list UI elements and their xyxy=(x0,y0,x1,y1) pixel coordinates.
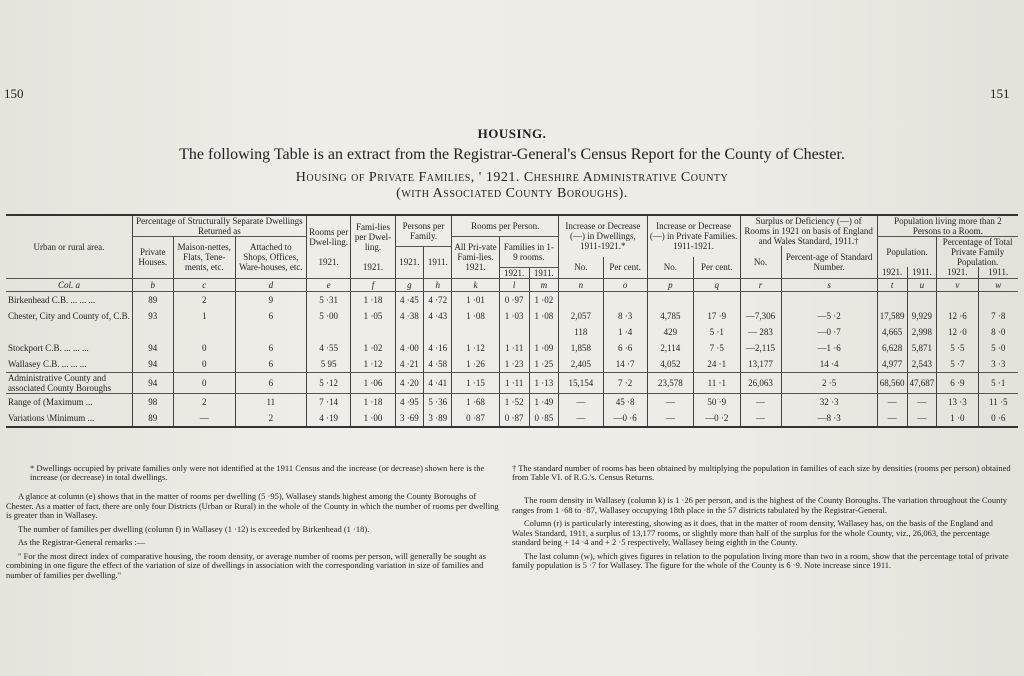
header-attached: Attached to Shops, Offices, Ware-houses, etc. xyxy=(235,237,306,279)
column-letter: g xyxy=(395,278,424,291)
cell-s: 32 ·3 xyxy=(781,393,877,410)
column-letter: k xyxy=(452,278,499,291)
cell-o: 8 ·3 xyxy=(603,308,647,324)
column-letter: m xyxy=(529,278,559,291)
cell-r: —2,115 xyxy=(740,340,781,356)
column-letter: u xyxy=(907,278,937,291)
cell-n: 1,858 xyxy=(559,340,604,356)
cell-u: 9,929 xyxy=(907,308,937,324)
cell-m: 1 ·13 xyxy=(529,372,559,393)
row-area: Wallasey C.B. ... ... ... xyxy=(8,358,87,369)
cell-o: 7 ·2 xyxy=(603,372,647,393)
cell-b: 98 xyxy=(132,393,173,410)
cell-c: — xyxy=(173,410,235,427)
cell-q: 11 ·1 xyxy=(694,372,740,393)
column-letter: l xyxy=(499,278,529,291)
cell-q xyxy=(694,291,740,308)
cell-g: 3 ·69 xyxy=(395,410,424,427)
cell-d: 6 xyxy=(235,356,306,373)
cell-q: 24 ·1 xyxy=(694,356,740,373)
cell-k: 1 ·08 xyxy=(452,308,499,324)
cell-f: 1 ·18 xyxy=(351,291,395,308)
cell-n xyxy=(559,291,604,308)
header-pct-std: Percent-age of Standard Number. xyxy=(781,246,877,278)
cell-v xyxy=(937,291,978,308)
cell-e: 4 ·19 xyxy=(306,410,350,427)
header-population: Population. xyxy=(877,237,937,268)
cell-o: 14 ·7 xyxy=(603,356,647,373)
row-area: Chester, City and County of, C.B. xyxy=(8,310,130,321)
cell-s: —8 ·3 xyxy=(781,410,877,427)
column-letter: Col. a xyxy=(6,278,132,291)
cell-v: 12 ·0 xyxy=(937,324,978,340)
row-area: Administrative County and associated County Boroughs xyxy=(6,372,132,393)
housing-table xyxy=(6,214,1018,428)
cell-d: 6 xyxy=(235,340,306,356)
cell-k: 0 ·87 xyxy=(452,410,499,427)
intro-text: The following Table is an extract from the Registrar-General's Census Report for the County of Chester. xyxy=(179,146,845,163)
cell-t: 4,977 xyxy=(877,356,907,373)
header-incdw-no: No. xyxy=(559,257,604,279)
cell-s: 2 ·5 xyxy=(781,372,877,393)
cell-t: 6,628 xyxy=(877,340,907,356)
cell-g: 4 ·00 xyxy=(395,340,424,356)
column-letter: n xyxy=(559,278,604,291)
row-area: Birkenhead C.B. ... ... ... xyxy=(8,294,96,305)
cell-h: 5 ·36 xyxy=(424,393,452,410)
cell-w: 5 ·1 xyxy=(978,372,1018,393)
cell-l: 0 ·87 xyxy=(499,410,529,427)
cell-g xyxy=(395,324,424,340)
column-letter: c xyxy=(173,278,235,291)
cell-h: 4 ·16 xyxy=(424,340,452,356)
cell-p: — xyxy=(647,410,693,427)
column-letter: t xyxy=(877,278,907,291)
cell-o: 45 ·8 xyxy=(603,393,647,410)
cell-d: 9 xyxy=(235,291,306,308)
column-letter: q xyxy=(694,278,740,291)
cell-f: 1 ·18 xyxy=(351,393,395,410)
header-ppf-1911: 1911. xyxy=(424,246,452,278)
header-ppf: Persons per Family. xyxy=(395,215,452,246)
header-surplus-no: No. xyxy=(740,246,781,278)
cell-d xyxy=(235,324,306,340)
cell-n: — xyxy=(559,393,604,410)
cell-r: — xyxy=(740,410,781,427)
cell-q: 50 ·9 xyxy=(694,393,740,410)
cell-e: 7 ·14 xyxy=(306,393,350,410)
column-letter: w xyxy=(978,278,1018,291)
cell-s: —0 ·7 xyxy=(781,324,877,340)
cell-r: 26,063 xyxy=(740,372,781,393)
cell-r: 13,177 xyxy=(740,356,781,373)
column-letter: b xyxy=(132,278,173,291)
cell-s: —5 ·2 xyxy=(781,308,877,324)
cell-h: 3 ·89 xyxy=(424,410,452,427)
note-paragraph: " For the most direct index of comparative housing, the room density, or average number of rooms per person, will generally be sought as combining in one figure the effect of the variation of size of dwellings in association with the corresponding variation in size of families and number of families per dwelling." xyxy=(6,550,486,580)
cell-c: 0 xyxy=(173,356,235,373)
cell-p: 4,052 xyxy=(647,356,693,373)
header-private: Private Houses. xyxy=(132,237,173,279)
table-row xyxy=(6,291,1018,308)
cell-v: 12 ·6 xyxy=(937,308,978,324)
cell-k: 1 ·12 xyxy=(452,340,499,356)
row-area: Stockport C.B. ... ... ... xyxy=(8,342,89,353)
table-row xyxy=(6,372,1018,393)
cell-o: 6 ·6 xyxy=(603,340,647,356)
table-subtitle: (with Associated County Boroughs). xyxy=(396,186,628,201)
column-letter: h xyxy=(424,278,452,291)
cell-n: 2,405 xyxy=(559,356,604,373)
row-area xyxy=(6,324,132,340)
cell-k: 1 ·01 xyxy=(452,291,499,308)
cell-m: 1 ·25 xyxy=(529,356,559,373)
cell-o: —0 ·6 xyxy=(603,410,647,427)
left-commentary xyxy=(6,492,500,584)
cell-m: 1 ·02 xyxy=(529,291,559,308)
cell-h: 4 ·41 xyxy=(424,372,452,393)
cell-w: 0 ·6 xyxy=(978,410,1018,427)
cell-p: 4,785 xyxy=(647,308,693,324)
column-letter: p xyxy=(647,278,693,291)
cell-n: — xyxy=(559,410,604,427)
cell-c: 0 xyxy=(173,372,235,393)
cell-v: 1 ·0 xyxy=(937,410,978,427)
header-area: Urban or rural area. xyxy=(6,215,132,278)
header-incfam-no: No. xyxy=(647,257,693,279)
cell-p: 23,578 xyxy=(647,372,693,393)
header-families: Fami-lies per Dwel-ling. 1921. xyxy=(351,215,395,278)
cell-f: 1 ·02 xyxy=(351,340,395,356)
cell-c: 2 xyxy=(173,393,235,410)
cell-v: 5 ·7 xyxy=(937,356,978,373)
cell-u: 5,871 xyxy=(907,340,937,356)
header-incdw-pct: Per cent. xyxy=(603,257,647,279)
cell-b xyxy=(132,324,173,340)
cell-f: 1 ·06 xyxy=(351,372,395,393)
note-paragraph: The last column (w), which gives figures in relation to the population living more than two in a room, show that the percentage total of private family population is 5 ·7 for Wallasey. The figure for the whole of the County is 6 ·9. Note increase since 1911. xyxy=(512,550,1009,570)
cell-r: —7,306 xyxy=(740,308,781,324)
cell-h: 4 ·43 xyxy=(424,308,452,324)
cell-u: 47,687 xyxy=(907,372,937,393)
cell-k: 1 ·15 xyxy=(452,372,499,393)
cell-f: 1 ·05 xyxy=(351,308,395,324)
row-area: Variations \Minimum ... xyxy=(6,410,132,427)
cell-v: 13 ·3 xyxy=(937,393,978,410)
cell-l: 1 ·11 xyxy=(499,340,529,356)
cell-b: 94 xyxy=(132,356,173,373)
table-row xyxy=(6,340,1018,356)
cell-n: 118 xyxy=(559,324,604,340)
cell-s: 14 ·4 xyxy=(781,356,877,373)
cell-d: 6 xyxy=(235,308,306,324)
header-allpf: All Pri-vate Fami-lies. 1921. xyxy=(452,237,499,279)
cell-c xyxy=(173,324,235,340)
cell-q: 17 ·9 xyxy=(694,308,740,324)
cell-t xyxy=(877,291,907,308)
cell-f xyxy=(351,324,395,340)
column-letter: f xyxy=(351,278,395,291)
cell-g: 4 ·38 xyxy=(395,308,424,324)
cell-v: 6 ·9 xyxy=(937,372,978,393)
table-row xyxy=(6,356,1018,373)
header-surplus: Surplus or Deficiency (—) of Rooms in 1921 on basis of England and Wales Standard, 1911.† xyxy=(740,215,877,246)
cell-w xyxy=(978,291,1018,308)
column-letters-row xyxy=(6,278,1018,291)
cell-h xyxy=(424,324,452,340)
column-letter: v xyxy=(937,278,978,291)
cell-e xyxy=(306,324,350,340)
header-pop-1911: 1911. xyxy=(907,267,937,278)
table-row xyxy=(6,308,1018,324)
note-paragraph: A glance at column (e) shows that in the matter of rooms per dwelling (5 ·95), Wallasey stands highest among the County Boroughs of Chester. As a matter of fact, there are only four Districts (Urban or Rural) in the whole of the County in which the number of rooms per dwelling is greater than in Wallasey. xyxy=(6,491,499,520)
cell-m: 1 ·09 xyxy=(529,340,559,356)
cell-d: 11 xyxy=(235,393,306,410)
cell-e: 5 95 xyxy=(306,356,350,373)
column-letter: o xyxy=(603,278,647,291)
cell-l: 0 ·97 xyxy=(499,291,529,308)
cell-v: 5 ·5 xyxy=(937,340,978,356)
cell-w: 5 ·0 xyxy=(978,340,1018,356)
cell-d: 2 xyxy=(235,410,306,427)
cell-q: —0 ·2 xyxy=(694,410,740,427)
column-letter: e xyxy=(306,278,350,291)
header-pop2: Population living more than 2 Persons to a Room. xyxy=(877,215,1018,237)
cell-f: 1 ·12 xyxy=(351,356,395,373)
cell-g: 4 ·45 xyxy=(395,291,424,308)
cell-h: 4 ·58 xyxy=(424,356,452,373)
cell-b: 94 xyxy=(132,372,173,393)
cell-t: — xyxy=(877,410,907,427)
column-letter: d xyxy=(235,278,306,291)
cell-s xyxy=(781,291,877,308)
cell-m: 1 ·49 xyxy=(529,393,559,410)
section-heading: HOUSING. xyxy=(477,126,547,141)
cell-p: 2,114 xyxy=(647,340,693,356)
header-incdw: Increase or Decrease (—) in Dwellings, 1911-1921.* xyxy=(559,215,648,257)
table-row xyxy=(6,410,1018,427)
footnote-dagger: † The standard number of rooms has been obtained by multiplying the population in families of each size by densities (rooms per person) obtained from Table VI. of R.G.'s. Census Returns. xyxy=(512,463,1011,482)
cell-e: 5 ·12 xyxy=(306,372,350,393)
cell-c: 0 xyxy=(173,340,235,356)
header-fam19-1911: 1911. xyxy=(529,267,559,278)
cell-l: 1 ·03 xyxy=(499,308,529,324)
cell-b: 93 xyxy=(132,308,173,324)
footnote-star: * Dwellings occupied by private families only were not identified at the 1911 Census and the increase (or decrease) shown here is the increase (or decrease) in total dwellings. xyxy=(30,463,485,482)
cell-l: 1 ·23 xyxy=(499,356,529,373)
cell-m xyxy=(529,324,559,340)
header-pctpop: Percentage of Total Private Family Population. xyxy=(937,237,1018,268)
header-incfam: Increase or Decrease (—) in Private Families. 1911-1921. xyxy=(647,215,740,257)
cell-u: 2,998 xyxy=(907,324,937,340)
header-rpp: Rooms per Person. xyxy=(452,215,559,237)
note-paragraph: Column (r) is particularly interesting, showing as it does, that in the matter of room density, Wallasey has, on the basis of the England and Wales Standard, 1911, a surplus of 13,177 rooms, or slightly more than half of the surplus for the whole County, viz., 26,063, the percentage standard being + 14 ·4 and + 2 ·5 respectively, Wallasey being eighth in the County. xyxy=(512,518,993,547)
note-paragraph: As the Registrar-General remarks :— xyxy=(18,537,146,547)
cell-d: 6 xyxy=(235,372,306,393)
cell-w: 3 ·3 xyxy=(978,356,1018,373)
header-fam19-1921: 1921. xyxy=(499,267,529,278)
cell-b: 89 xyxy=(132,410,173,427)
cell-l xyxy=(499,324,529,340)
cell-w: 7 ·8 xyxy=(978,308,1018,324)
cell-w: 8 ·0 xyxy=(978,324,1018,340)
cell-r: — 283 xyxy=(740,324,781,340)
cell-k: 1 ·26 xyxy=(452,356,499,373)
cell-n: 2,057 xyxy=(559,308,604,324)
cell-c: 2 xyxy=(173,291,235,308)
cell-t: — xyxy=(877,393,907,410)
column-letter: r xyxy=(740,278,781,291)
header-pop-1921: 1921. xyxy=(877,267,907,278)
cell-s: —1 ·6 xyxy=(781,340,877,356)
cell-u xyxy=(907,291,937,308)
cell-u: 2,543 xyxy=(907,356,937,373)
table-row xyxy=(6,393,1018,410)
cell-p xyxy=(647,291,693,308)
cell-c: 1 xyxy=(173,308,235,324)
header-fam19: Families in 1-9 rooms. xyxy=(499,237,558,268)
cell-g: 4 ·95 xyxy=(395,393,424,410)
column-letter: s xyxy=(781,278,877,291)
cell-g: 4 ·20 xyxy=(395,372,424,393)
cell-l: 1 ·11 xyxy=(499,372,529,393)
cell-b: 89 xyxy=(132,291,173,308)
cell-t: 4,665 xyxy=(877,324,907,340)
cell-m: 0 ·85 xyxy=(529,410,559,427)
page-number-left: 150 xyxy=(4,86,24,101)
header-ppf-1921: 1921. xyxy=(395,246,424,278)
cell-b: 94 xyxy=(132,340,173,356)
cell-g: 4 ·21 xyxy=(395,356,424,373)
header-maison: Maison-nettes, Flats, Tene-ments, etc. xyxy=(173,237,235,279)
cell-u: — xyxy=(907,393,937,410)
cell-n: 15,154 xyxy=(559,372,604,393)
cell-q: 5 ·1 xyxy=(694,324,740,340)
header-pctpop-1921: 1921. xyxy=(937,267,978,278)
note-paragraph: The number of families per dwelling (column f) in Wallasey (1 ·12) is exceeded by Birkenhead (1 ·18). xyxy=(18,523,370,534)
cell-e: 5 ·00 xyxy=(306,308,350,324)
table-title: Housing of Private Families, ' 1921. Cheshire Administrative County xyxy=(295,170,729,185)
cell-e: 4 ·55 xyxy=(306,340,350,356)
right-commentary xyxy=(512,496,1012,575)
cell-l: 1 ·52 xyxy=(499,393,529,410)
header-pct: Percentage of Structurally Separate Dwellings Returned as xyxy=(132,215,306,237)
cell-w: 11 ·5 xyxy=(978,393,1018,410)
page-number-right: 151 xyxy=(990,86,1010,101)
cell-q: 7 ·5 xyxy=(694,340,740,356)
cell-r: — xyxy=(740,393,781,410)
cell-m: 1 ·08 xyxy=(529,308,559,324)
cell-h: 4 ·72 xyxy=(424,291,452,308)
cell-p: 429 xyxy=(647,324,693,340)
header-incfam-pct: Per cent. xyxy=(694,257,740,279)
cell-o: 1 ·4 xyxy=(603,324,647,340)
cell-k: 1 ·68 xyxy=(452,393,499,410)
header-pctpop-1911: 1911. xyxy=(978,267,1018,278)
cell-e: 5 ·31 xyxy=(306,291,350,308)
cell-t: 68,560 xyxy=(877,372,907,393)
cell-p: — xyxy=(647,393,693,410)
row-area: Range of (Maximum ... xyxy=(6,393,132,410)
header-rooms: Rooms per Dwel-ling. 1921. xyxy=(306,215,350,278)
cell-o xyxy=(603,291,647,308)
table-row xyxy=(6,324,1018,340)
cell-r xyxy=(740,291,781,308)
cell-t: 17,589 xyxy=(877,308,907,324)
cell-k xyxy=(452,324,499,340)
note-paragraph: The room density in Wallasey (column k) is 1 ·26 per person, and is the highest of the County Boroughs. The variation throughout the County ranges from 1 ·68 to ·87, Wallasey occupying 18th place in the 57 districts tabulated by the Registrar-General. xyxy=(512,495,1007,515)
cell-f: 1 ·00 xyxy=(351,410,395,427)
cell-u: — xyxy=(907,410,937,427)
